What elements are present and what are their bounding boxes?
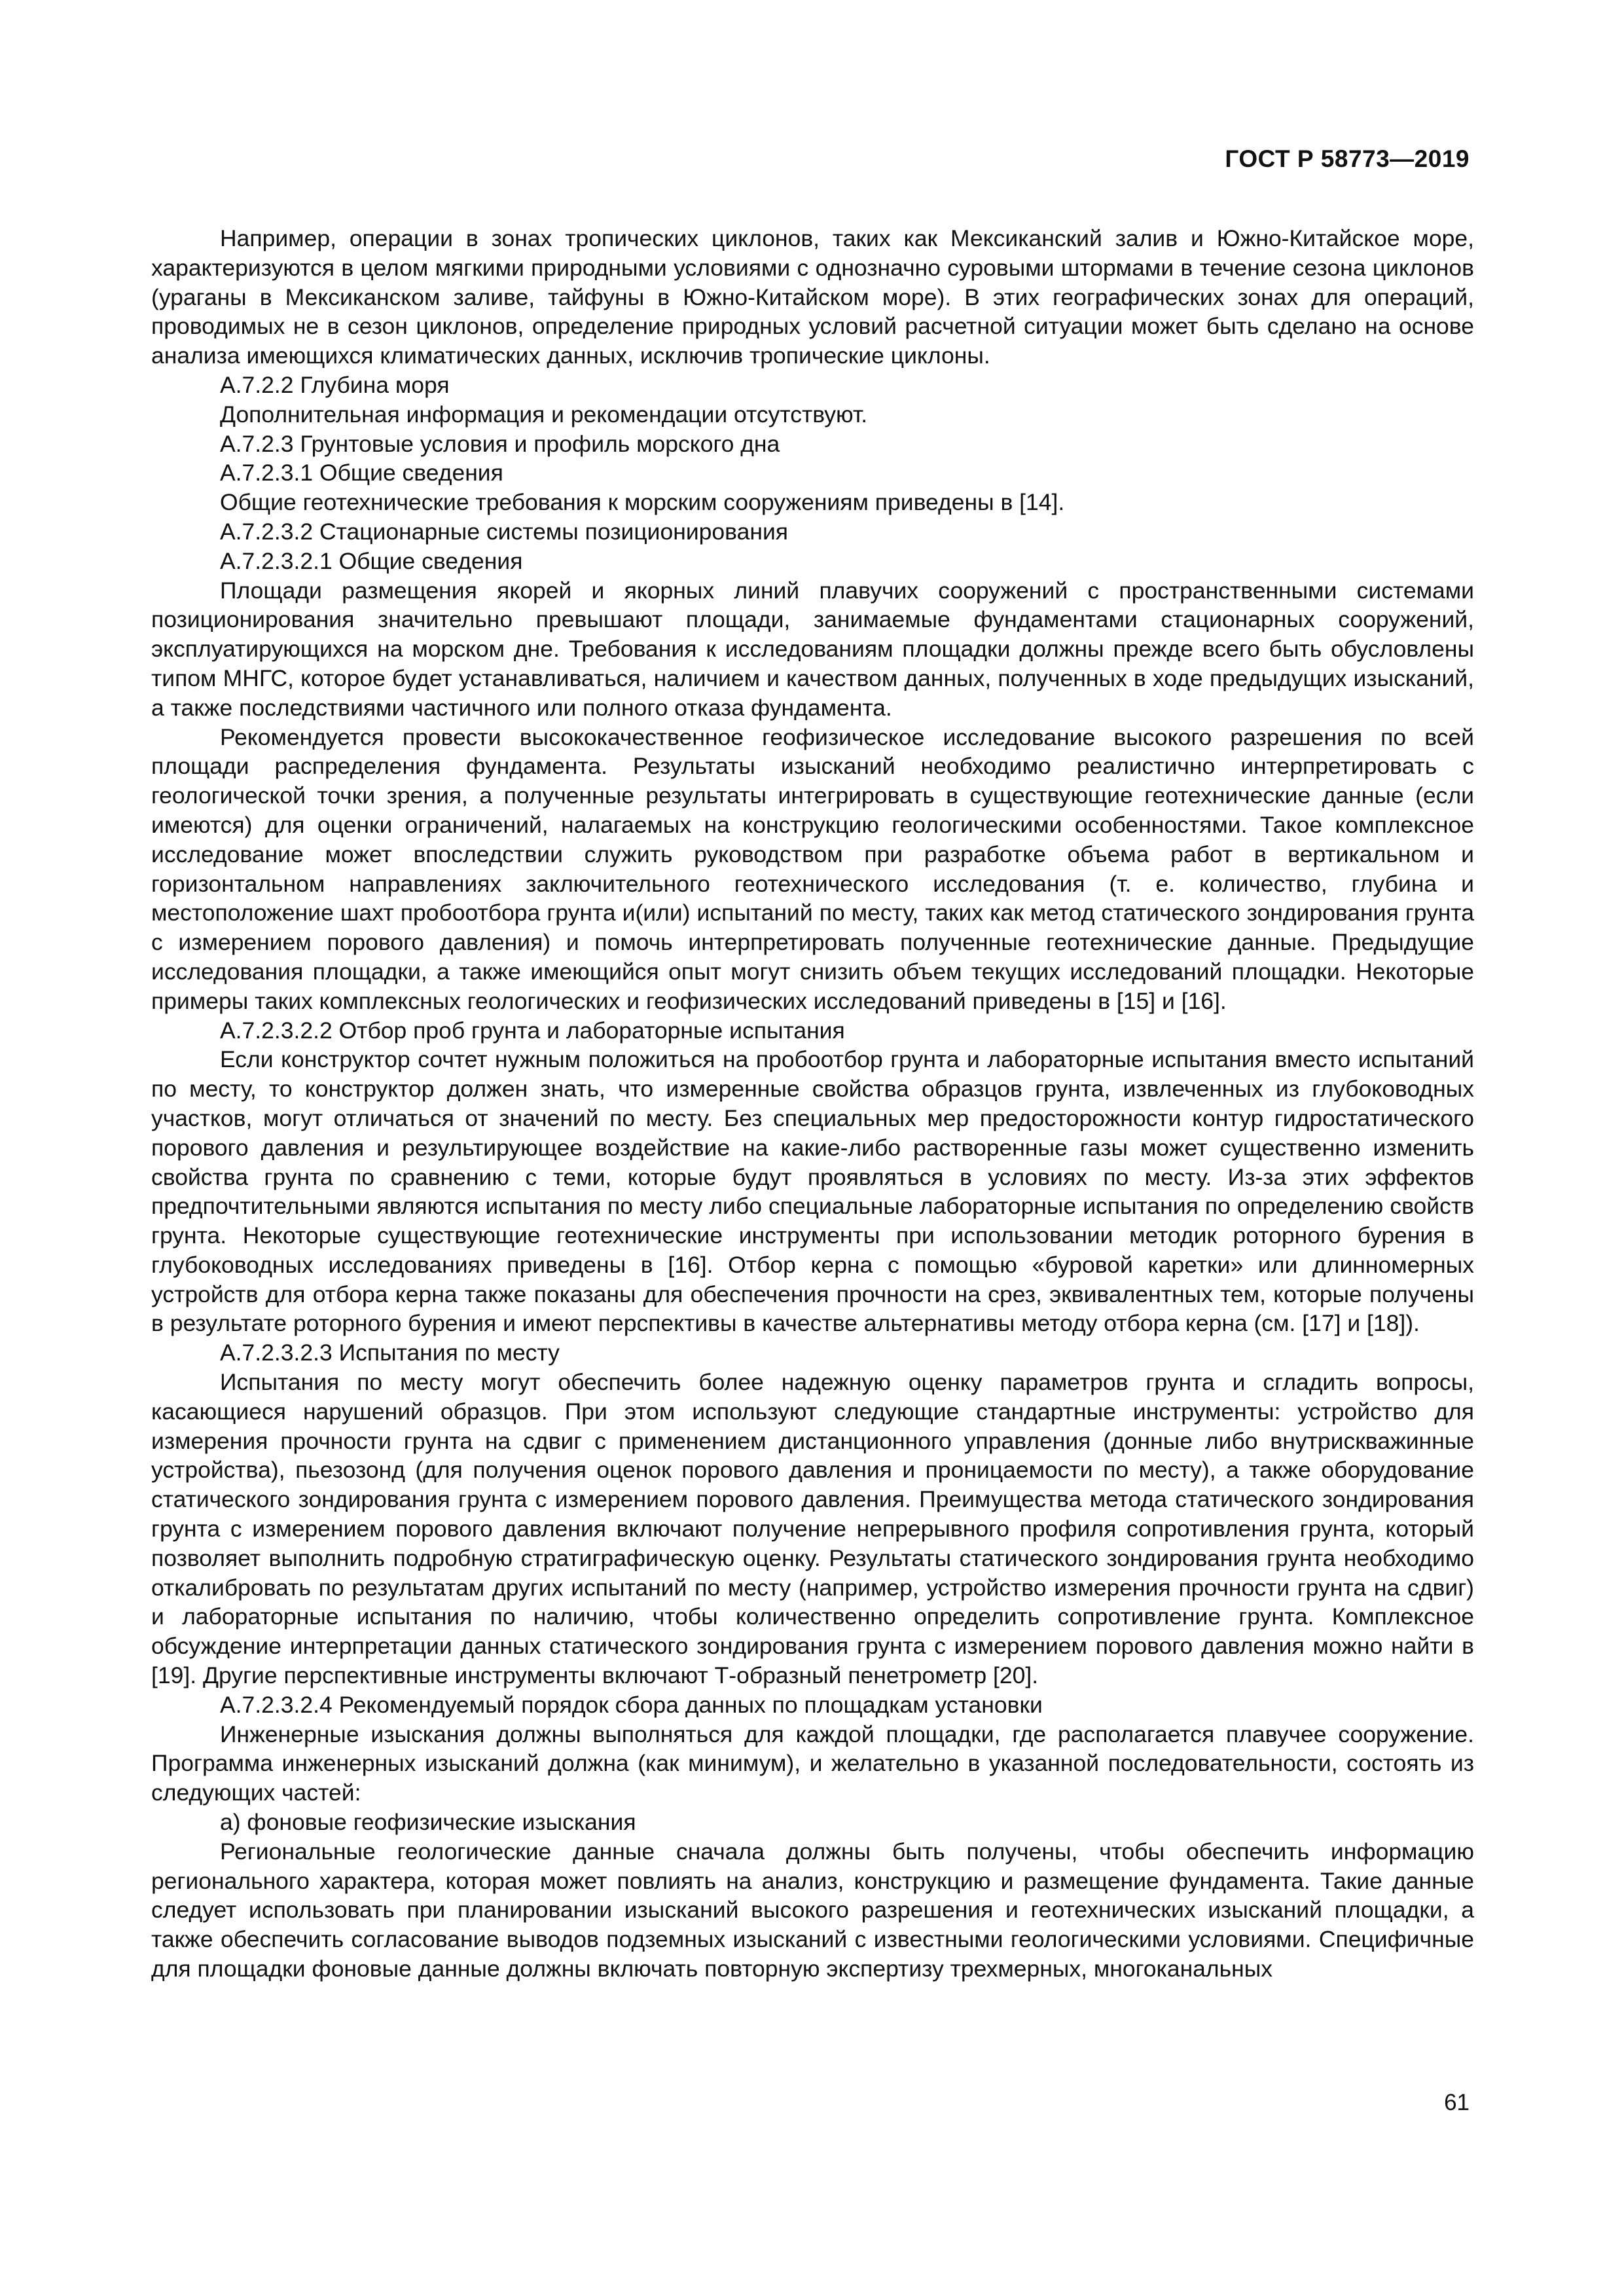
paragraph: Испытания по месту могут обеспечить более надежную оценку параметров грунта и сгладить вопросы, касающиеся нарушений образцов. При этом используют следующие стандартные инструменты: устройство для измерения прочности грунта на сдвиг с применением дистанционного управления (донные либо внутрискважинные устройства), пьезозонд (для получения оценок порового давления и проницаемости по месту), а также оборудование статического зондирования грунта с измерением порового давления. Преимущества метода статического зондирования грунта с измерением порового давления включают получение непрерывного профиля сопротивления грунта, который позволяет выполнить подробную стратиграфическую оценку. Результаты статического зондирования грунта необходимо откалибровать по результатам других испытаний по месту (например, устройство измерения прочности грунта на сдвиг) и лабораторные испытания по наличию, чтобы количественно определить сопротивление грунта. Комплексное обсуждение интерпретации данных статического зондирования грунта с измерением порового давления можно найти в [19]. Другие перспективные инструменты включают Т-образный пенетрометр [20]. <box>151 1369 1474 1689</box>
document-header: ГОСТ Р 58773—2019 <box>1225 145 1470 172</box>
section-heading: А.7.2.3.2.2 Отбор проб грунта и лабораторные испытания <box>220 1017 845 1044</box>
section-heading: А.7.2.3.1 Общие сведения <box>220 460 503 486</box>
section-heading: А.7.2.3.2.3 Испытания по месту <box>220 1339 560 1366</box>
section-heading: А.7.2.3.2 Стационарные системы позиционирования <box>220 518 789 545</box>
section-heading: А.7.2.3 Грунтовые условия и профиль морского дна <box>220 430 780 457</box>
section-heading: А.7.2.3.2.4 Рекомендуемый порядок сбора данных по площадкам установки <box>220 1691 1043 1718</box>
paragraph: Например, операции в зонах тропических циклонов, таких как Мексиканский залив и Южно-Китайское море, характеризуются в целом мягкими природными условиями с однозначно суровыми штормами в течение сезона циклонов (ураганы в Мексиканском заливе, тайфуны в Южно-Китайском море). В этих географических зонах для операций, проводимых не в сезон циклонов, определение природных условий расчетной ситуации может быть сделано на основе анализа имеющихся климатических данных, исключив тропические циклоны. <box>151 225 1474 369</box>
paragraph: Инженерные изыскания должны выполняться для каждой площадки, где располагается плавучее сооружение. Программа инженерных изысканий должна (как минимум), и желательно в указанной последовательности, состоять из следующих частей: <box>151 1721 1474 1806</box>
paragraph: Общие геотехнические требования к морским сооружениям приведены в [14]. <box>220 489 1065 516</box>
paragraph: Рекомендуется провести высококачественное геофизическое исследование высокого разрешения по всей площади распределения фундамента. Результаты изысканий необходимо реалистично интерпретировать с геологической точки зрения, а полученные результаты интегрировать в существующие геотехнические данные (если имеются) для оценки ограничений, налагаемых на конструкцию геологическими особенностями. Такое комплексное исследование может впоследствии служить руководством при разработке объема работ в вертикальном и горизонтальном направлениях заключительного геотехнического исследования (т. е. количество, глубина и местоположение шахт пробоотбора грунта и(или) испытаний по месту, таких как метод статического зондирования грунта с измерением порового давления) и помочь интерпретировать полученные геотехнические данные. Предыдущие исследования площадки, а также имеющийся опыт могут снизить объем текущих исследований площадки. Некоторые примеры таких комплексных геологических и геофизических исследований приведены в [15] и [16]. <box>151 723 1474 1014</box>
paragraph: Если конструктор сочтет нужным положиться на пробоотбор грунта и лабораторные испытания вместо испытаний по месту, то конструктор должен знать, что измеренные свойства образцов грунта, извлеченных из глубоководных участков, могут отличаться от значений по месту. Без специальных мер предосторожности контур гидростатического порового давления и результирующее воздействие на какие-либо растворенные газы может существенно изменить свойства грунта по сравнению с теми, которые будут проявляться в условиях по месту. Из-за этих эффектов предпочтительными являются испытания по месту либо специальные лабораторные испытания по определению свойств грунта. Некоторые существующие геотехнические инструменты при использовании методик роторного бурения в глубоководных исследованиях приведены в [16]. Отбор керна с помощью «буровой каретки» или длинномерных устройств для отбора керна также показаны для обеспечения прочности на срез, эквивалентных тем, которые получены в результате роторного бурения и имеют перспективы в качестве альтернативы методу отбора керна (см. [17] и [18]). <box>151 1046 1474 1337</box>
section-heading: А.7.2.2 Глубина моря <box>220 371 450 398</box>
section-heading: А.7.2.3.2.1 Общие сведения <box>220 547 523 574</box>
paragraph: Площади размещения якорей и якорных линий плавучих сооружений с пространственными системами позиционирования значительно превышают площади, занимаемые фундаментами стационарных сооружений, эксплуатирующихся на морском дне. Требования к исследованиям площадки должны прежде всего быть обусловлены типом МНГС, которое будет устанавливаться, наличием и качеством данных, полученных в ходе предыдущих изысканий, а также последствиями частичного или полного отказа фундамента. <box>151 577 1474 721</box>
paragraph: Дополнительная информация и рекомендации отсутствуют. <box>220 401 868 428</box>
paragraph: Региональные геологические данные сначала должны быть получены, чтобы обеспечить информацию регионального характера, которая может повлиять на анализ, конструкцию и размещение фундамента. Такие данные следует использовать при планировании изысканий высокого разрешения и геотехнических изысканий площадки, а также обеспечить согласование выводов подземных изысканий с известными геологическими условиями. Специфичные для площадки фоновые данные должны включать повторную экспертизу трехмерных, многоканальных <box>151 1838 1474 1982</box>
document-body <box>151 224 1474 1984</box>
page-number: 61 <box>1444 2090 1470 2115</box>
list-item-heading: а) фоновые геофизические изыскания <box>220 1809 636 1836</box>
